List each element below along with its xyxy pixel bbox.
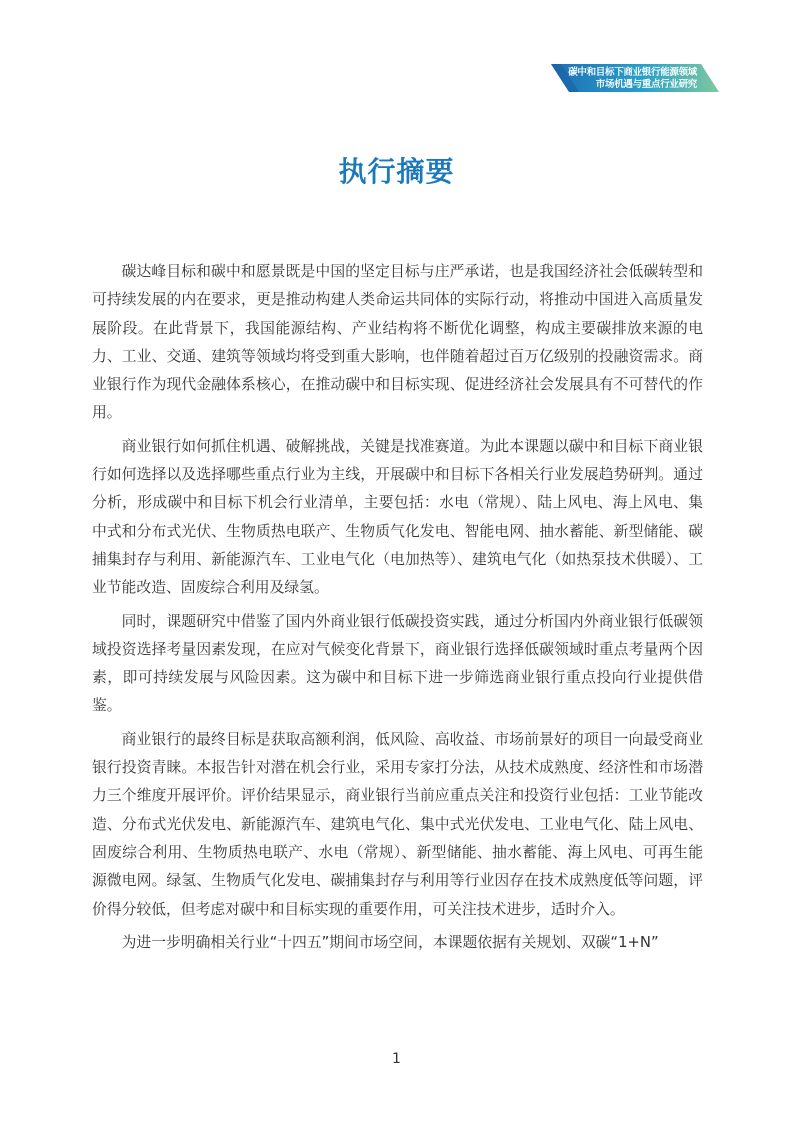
page-title: 执行摘要 (338, 155, 455, 188)
paragraph: 碳达峰目标和碳中和愿景既是中国的坚定目标与庄严承诺，也是我国经济社会低碳转型和可持续发展的内在要求，更是推动构建人类命运共同体的实际行动，将推动中国进入高质量发展阶段。在此背景下，我国能源结构、产业结构将不断优化调整，构成主要碳排放来源的电力、工业、交通、建筑等领域均将受到重大影响，也伴随着超过百万亿级别的投融资需求。商业银行作为现代金融体系核心，在推动碳中和目标实现、促进经济社会发展具有不可替代的作用。 (92, 263, 703, 422)
header-line-2: 市场机遇与重点行业研究 (595, 78, 697, 90)
paragraph: 为进一步明确相关行业“十四五”期间市场空间，本课题依据有关规划、双碳“1+N” (121, 933, 659, 951)
header-banner (551, 64, 719, 92)
page-number: 1 (392, 1051, 401, 1067)
paragraph: 商业银行的最终目标是获取高额利润，低风险、高收益、市场前景好的项目一向最受商业银行投资青睐。本报告针对潜在机会行业，采用专家打分法，从技术成熟度、经济性和市场潜力三个维度开展评价。评价结果显示，商业银行当前应重点关注和投资行业包括：工业节能改造、分布式光伏发电、新能源汽车、建筑电气化、集中式光伏发电、工业电气化、陆上风电、固废综合利用、生物质热电联产、水电（常规）、新型储能、抽水蓄能、海上风电、可再生能源微电网。绿氢、生物质气化发电、碳捕集封存与利用等行业因存在技术成熟度低等问题，评价得分较低，但考虑对碳中和目标实现的重要作用，可关注技术进步，适时介入。 (92, 730, 703, 918)
header-line-1: 碳中和目标下商业银行能源领域 (568, 67, 697, 78)
header-text (568, 67, 697, 90)
paragraph: 商业银行如何抓住机遇、破解挑战，关键是找准赛道。为此本课题以碳中和目标下商业银行如何选择以及选择哪些重点行业为主线，开展碳中和目标下各相关行业发展趋势研判。通过分析，形成碳中和目标下机会行业清单，主要包括：水电（常规）、陆上风电、海上风电、集中式和分布式光伏、生物质热电联产、生物质气化发电、智能电网、抽水蓄能、新型储能、碳捕集封存与利用、新能源汽车、工业电气化（电加热等）、建筑电气化（如热泵技术供暖）、工业节能改造、固废综合利用及绿氢。 (92, 437, 703, 597)
body-text (92, 258, 703, 957)
paragraph: 同时，课题研究中借鉴了国内外商业银行低碳投资实践，通过分析国内外商业银行低碳领域投资选择考量因素发现，在应对气候变化背景下，商业银行选择低碳领域时重点考量两个因素，即可持续发展与风险因素。这为碳中和目标下进一步筛选商业银行重点投向行业提供借鉴。 (92, 612, 703, 715)
